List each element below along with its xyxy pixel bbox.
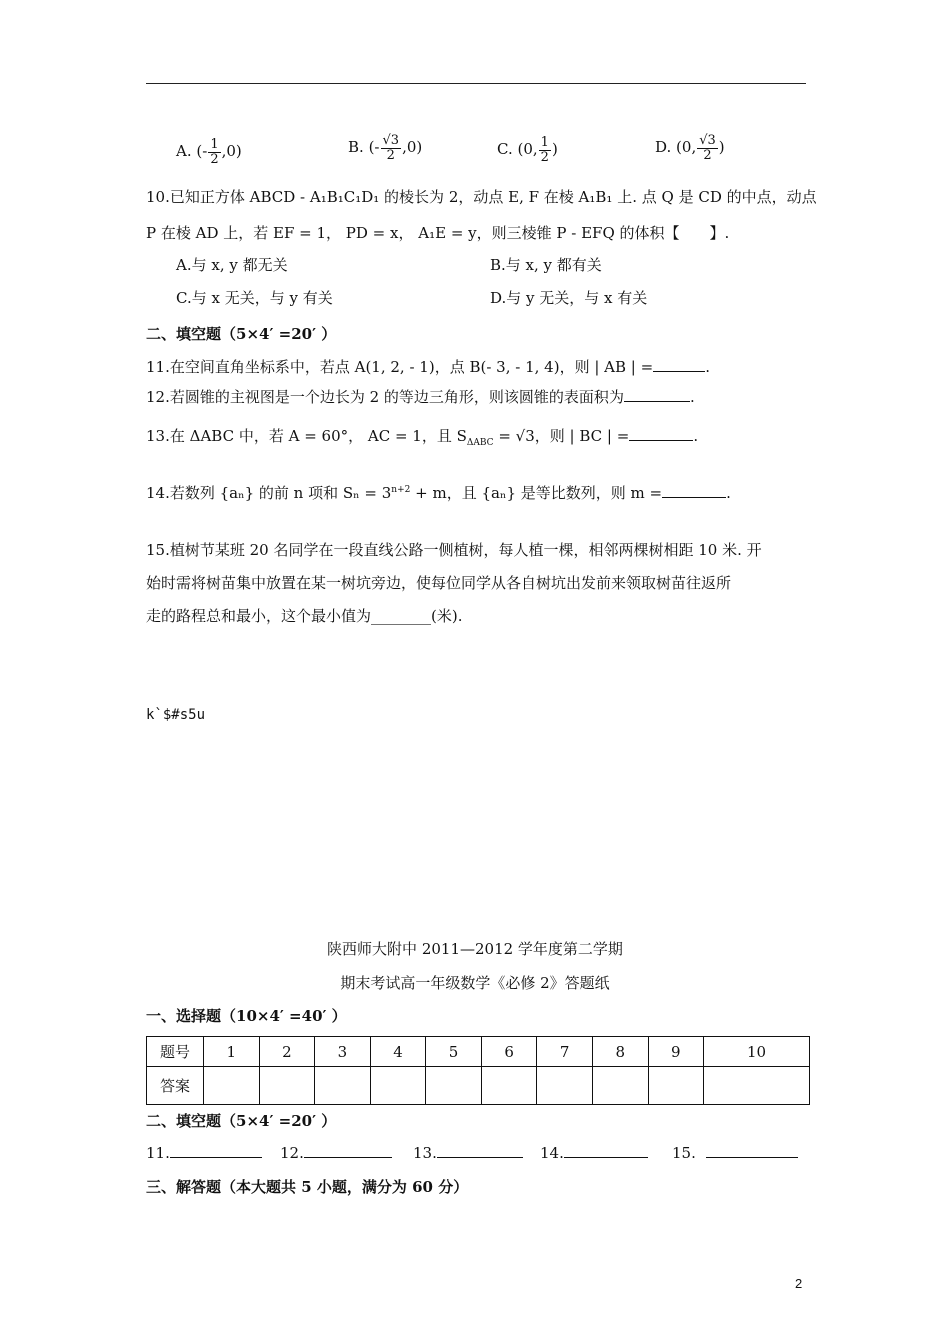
answer-sheet-title-1: 陕西师大附中 2011—2012 学年度第二学期 bbox=[327, 940, 623, 958]
option-9c: C. (0, $\frac{1}{2}$ ) bbox=[497, 135, 558, 165]
question-14: 14.若数列 {aₙ} 的前 n 项和 $S_n = 3^{n+2} + m$，且 {aₙ} 是等比数列，则 m = . bbox=[146, 484, 731, 502]
table-cell-number: 7 bbox=[537, 1037, 593, 1067]
table-cell-number: 8 bbox=[592, 1037, 648, 1067]
answer-cell[interactable] bbox=[370, 1067, 426, 1105]
question-10-line2: P 在棱 AD 上，若 EF = 1， PD = x， A₁E = y，则三棱锥 P - EFQ 的体积【 】. bbox=[146, 224, 730, 242]
watermark-text: k`$#s5u bbox=[146, 707, 206, 723]
option-9a: A. (- $\frac{1}{2}$ ,0) bbox=[176, 137, 242, 167]
table-cell-number: 1 bbox=[204, 1037, 260, 1067]
answer-table bbox=[146, 1036, 810, 1105]
option-10d: D.与 y 无关，与 x 有关 bbox=[490, 289, 648, 307]
question-15-line2: 始时需将树苗集中放置在某一树坑旁边，使每位同学从各自树坑出发前来领取树苗往返所 bbox=[146, 574, 732, 592]
answer-sheet-title-2: 期末考试高一年级数学《必修 2》答题纸 bbox=[340, 974, 610, 992]
answer-cell[interactable] bbox=[481, 1067, 537, 1105]
answer-table-row-numbers bbox=[147, 1037, 810, 1067]
blank-14: 14. bbox=[540, 1143, 648, 1162]
option-9b: B. (- $\frac{√3}{2}$ ,0) bbox=[348, 133, 423, 163]
answer-cell[interactable] bbox=[204, 1067, 260, 1105]
question-15-line1: 15.植树节某班 20 名同学在一段直线公路一侧植树，每人植一棵，相邻两棵树相距 10 米. 开 bbox=[146, 541, 762, 559]
table-cell-number: 9 bbox=[648, 1037, 704, 1067]
table-cell-number: 10 bbox=[704, 1037, 810, 1067]
page-number: 2 bbox=[795, 1276, 803, 1291]
option-9d: D. (0, $\frac{√3}{2}$ ) bbox=[655, 133, 725, 163]
answer-cell[interactable] bbox=[259, 1067, 315, 1105]
answer-cell[interactable] bbox=[704, 1067, 810, 1105]
answer-sheet-section-2: 二、填空题（5×4′ =20′ ） bbox=[146, 1112, 337, 1130]
blank-11: 11. bbox=[146, 1143, 262, 1162]
answer-table-row-answers bbox=[147, 1067, 810, 1105]
answer-cell[interactable] bbox=[315, 1067, 371, 1105]
answer-cell[interactable] bbox=[648, 1067, 704, 1105]
answer-cell[interactable] bbox=[537, 1067, 593, 1105]
option-10c: C.与 x 无关，与 y 有关 bbox=[176, 289, 333, 307]
table-cell-number: 6 bbox=[481, 1037, 537, 1067]
answer-sheet-section-1: 一、选择题（10×4′ =40′ ） bbox=[146, 1007, 347, 1025]
table-cell-number: 4 bbox=[370, 1037, 426, 1067]
table-cell-number: 3 bbox=[315, 1037, 371, 1067]
answer-cell[interactable] bbox=[592, 1067, 648, 1105]
table-cell-label: 题号 bbox=[147, 1037, 204, 1067]
question-12: 12.若圆锥的主视图是一个边长为 2 的等边三角形，则该圆锥的表面积为 . bbox=[146, 388, 695, 406]
table-cell-number: 5 bbox=[426, 1037, 482, 1067]
question-10-line1: 10.已知正方体 ABCD - A₁B₁C₁D₁ 的棱长为 2，动点 E, F 在棱 A₁B₁ 上. 点 Q 是 CD 的中点，动点 bbox=[146, 188, 817, 206]
option-10a: A.与 x, y 都无关 bbox=[176, 256, 288, 274]
option-10b: B.与 x, y 都有关 bbox=[490, 256, 602, 274]
blank-12: 12. bbox=[280, 1143, 392, 1162]
question-15-line3: 走的路程总和最小，这个最小值为________(米). bbox=[146, 607, 463, 625]
section-2-title: 二、填空题（5×4′ =20′ ） bbox=[146, 325, 337, 343]
table-cell-label: 答案 bbox=[147, 1067, 204, 1105]
header-rule bbox=[146, 83, 806, 84]
table-cell-number: 2 bbox=[259, 1037, 315, 1067]
blank-15: 15. bbox=[672, 1143, 798, 1162]
question-11: 11.在空间直角坐标系中，若点 A(1, 2, - 1)，点 B(- 3, - 1, 4)，则 | AB | = . bbox=[146, 358, 710, 376]
answer-sheet-section-3: 三、解答题（本大题共 5 小题，满分为 60 分） bbox=[146, 1178, 469, 1196]
blank-13: 13. bbox=[413, 1143, 523, 1162]
question-13: 13.在 ΔABC 中，若 A = 60°， AC = 1，且 $S_{\Delta ABC} = √3$，则 | BC | = . bbox=[146, 427, 699, 448]
answer-cell[interactable] bbox=[426, 1067, 482, 1105]
